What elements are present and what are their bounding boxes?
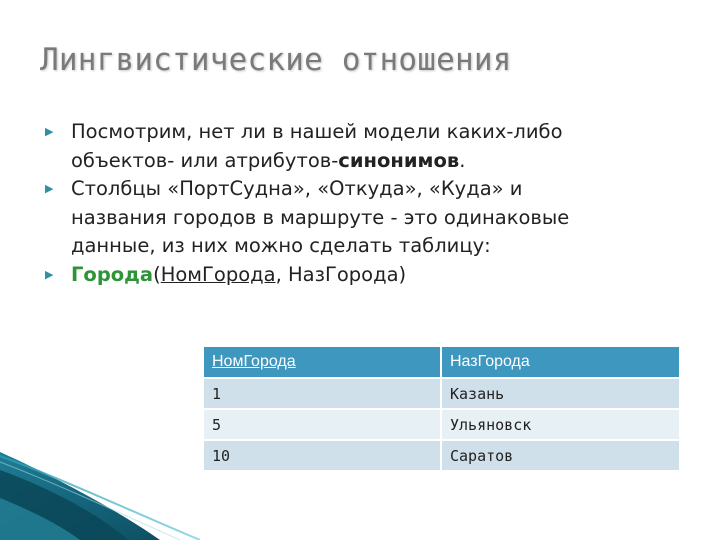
cell-city-name: Казань — [441, 378, 680, 409]
bullet-item-synonyms — [44, 118, 694, 175]
bullet-line — [71, 147, 694, 176]
paren: ) — [398, 262, 407, 286]
triangle-bullet-icon: ▶ — [45, 267, 54, 281]
cell-city-name: Саратов — [441, 440, 680, 471]
triangle-bullet-icon: ▶ — [45, 182, 54, 195]
bold-term: синонимов — [338, 148, 460, 172]
cell-city-number: 10 — [203, 440, 441, 471]
paren: ( — [153, 262, 161, 286]
table-row — [203, 440, 680, 471]
bullet-item-columns — [44, 175, 694, 261]
table-row — [203, 409, 680, 440]
relation-name: Города — [71, 262, 154, 286]
bullet-line: Столбцы «ПортСудна», «Откуда», «Куда» и — [71, 177, 523, 200]
cell-city-number: 1 — [203, 378, 441, 409]
table-header-row — [203, 346, 680, 378]
cell-city-name: Ульяновск — [441, 409, 680, 440]
relation-schema — [71, 261, 694, 290]
relation-key-attribute: НомГорода — [160, 262, 276, 286]
column-header-city-name: НазГорода — [441, 346, 680, 378]
triangle-bullet-icon: ▶ — [45, 125, 54, 138]
bullet-list — [44, 118, 694, 289]
bullet-line: данные, из них можно сделать таблицу: — [71, 234, 491, 257]
bullet-text: объектов- или атрибутов- — [71, 148, 339, 172]
cities-table — [202, 345, 681, 472]
table-row — [203, 378, 680, 409]
slide-title: Лингвистические отношения — [40, 42, 512, 78]
cell-city-number: 5 — [203, 409, 441, 440]
column-header-city-number: НомГорода — [203, 346, 441, 378]
bullet-line: Посмотрим, нет ли в нашей модели каких-либо — [71, 120, 563, 143]
separator: , — [275, 262, 288, 286]
bullet-item-relation — [44, 261, 694, 290]
bullet-text: . — [459, 148, 466, 172]
bullet-line: названия городов в маршруте - это одинаковые — [71, 205, 570, 229]
relation-attribute: НазГорода — [287, 262, 399, 286]
